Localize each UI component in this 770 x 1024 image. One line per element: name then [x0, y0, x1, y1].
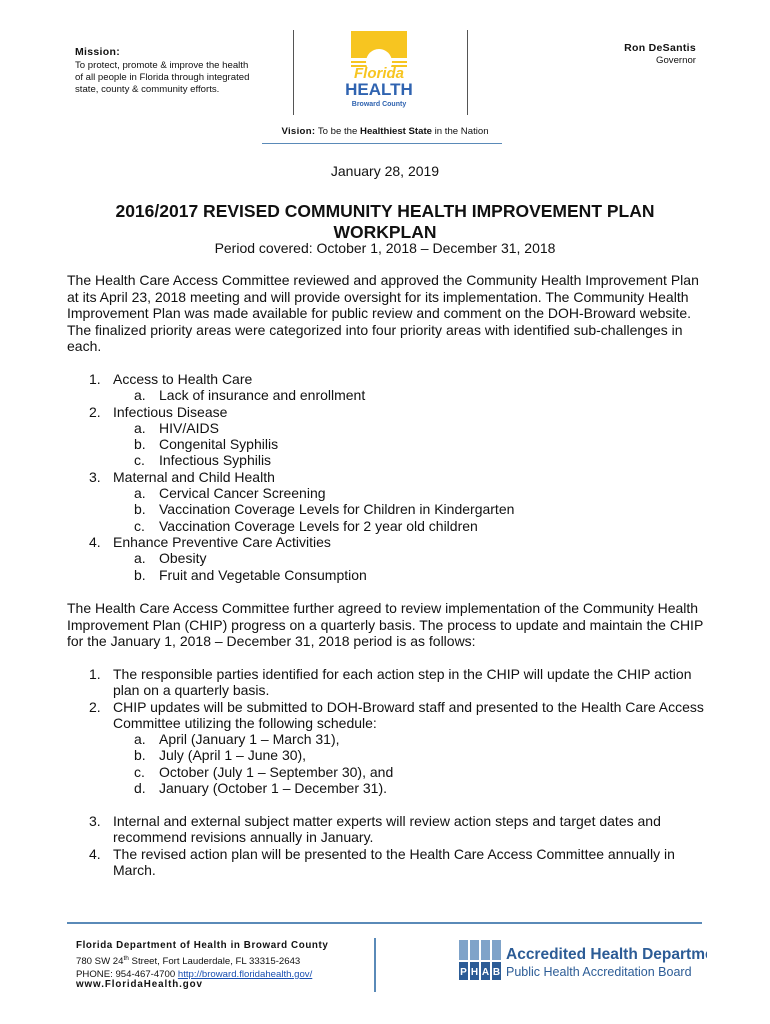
step-text: The responsible parties identified for each action step in the CHIP will update the CHIP action: [113, 666, 692, 682]
item-letter: c.: [134, 763, 145, 780]
document-title: [60, 201, 710, 243]
step-text: March.: [113, 861, 156, 878]
priority-item: [67, 469, 707, 485]
process-step-continued: [67, 862, 707, 878]
priority-item: [67, 404, 707, 420]
priority-item: [67, 534, 707, 550]
footer-url-link[interactable]: http://broward.floridahealth.gov/: [177, 968, 313, 980]
item-text: Infectious Syphilis: [159, 452, 272, 469]
phab-line-1: Accredited Health Department: [506, 946, 707, 963]
priority-item: [67, 371, 707, 387]
street-rest: Street, Fort Lauderdale, FL 33315-2643: [128, 956, 301, 968]
item-letter: a.: [134, 550, 146, 567]
process-step: [67, 699, 707, 715]
item-letter: a.: [134, 419, 146, 436]
vision-pre: To be the: [317, 126, 358, 137]
logo-county-text: Broward County: [351, 101, 407, 108]
step-text: plan on a quarterly basis.: [113, 682, 270, 699]
footer-divider: [374, 938, 376, 992]
item-letter: b.: [134, 747, 146, 764]
schedule-item: [67, 731, 707, 747]
item-text: Congenital Syphilis: [159, 436, 279, 453]
item-text: Maternal and Child Health: [113, 468, 275, 485]
process-step: [67, 813, 707, 829]
phab-letter-a: A: [481, 967, 490, 978]
item-text: HIV/AIDS: [159, 419, 219, 436]
sub-challenge-item: [67, 567, 707, 583]
item-number: 1.: [89, 371, 101, 387]
item-text: Lack of insurance and enrollment: [159, 387, 366, 404]
process-line: Improvement Plan (CHIP) progress on a quarterly basis. The process to update and maintain the CHIP: [67, 616, 704, 633]
process-steps-list: [67, 666, 707, 796]
item-text: April (January 1 – March 31),: [159, 731, 340, 748]
item-number: 2.: [89, 403, 101, 420]
process-paragraph: [67, 600, 707, 650]
footer-phone: PHONE: 954-467-4700: [76, 968, 176, 980]
item-text: Cervical Cancer Screening: [159, 485, 326, 502]
item-text: Fruit and Vegetable Consumption: [159, 566, 367, 583]
item-text: October (July 1 – September 30), and: [159, 763, 394, 780]
document-date: January 28, 2019: [330, 163, 440, 179]
schedule-item: [67, 780, 707, 796]
phab-letter-p: P: [460, 967, 467, 978]
process-step: [67, 846, 707, 862]
phab-letter-b: B: [492, 967, 501, 978]
step-number: 1.: [89, 666, 101, 682]
intro-line: each.: [67, 338, 102, 354]
item-text: Vaccination Coverage Levels for 2 year old children: [159, 517, 478, 534]
footer-website: www.FloridaHealth.gov: [76, 979, 203, 990]
step-text: Internal and external subject matter experts will review action steps and target dates and: [113, 813, 661, 829]
step-text: recommend revisions annually in January.: [113, 829, 374, 846]
sub-challenge-item: [67, 436, 707, 452]
item-text: January (October 1 – December 31).: [159, 780, 387, 797]
sub-challenge-item: [67, 452, 707, 468]
item-text: Enhance Preventive Care Activities: [113, 533, 331, 550]
item-letter: a.: [134, 731, 146, 748]
intro-line: Improvement Plan was made available for public review and comment on the DOH-Broward website.: [67, 305, 692, 321]
item-number: 3.: [89, 468, 101, 485]
street-number: 780 SW 24: [76, 956, 124, 968]
phab-letter-h: H: [470, 967, 479, 978]
florida-health-logo: [343, 28, 415, 114]
item-text: Obesity: [159, 550, 207, 567]
sub-challenge-item: [67, 501, 707, 517]
item-letter: b.: [134, 501, 146, 518]
intro-line: at its April 23, 2018 meeting and will provide oversight for its implementation. The Community Health: [67, 288, 689, 305]
item-letter: c.: [134, 452, 145, 469]
item-letter: a.: [134, 485, 146, 502]
logo-health-text: HEALTH: [345, 80, 413, 99]
governor-title: Governor: [656, 55, 696, 66]
intro-paragraph: [67, 272, 707, 355]
header-divider-right: [467, 30, 468, 115]
item-letter: a.: [134, 387, 146, 404]
header-divider-left: [293, 30, 294, 115]
footer-address: [76, 953, 312, 981]
governor-name: Ron DeSantis: [624, 42, 696, 54]
phab-accreditation-logo: [457, 938, 707, 982]
step-text: CHIP updates will be submitted to DOH-Broward staff and presented to the Health Care Access: [113, 698, 704, 715]
footer-rule: [67, 922, 702, 924]
phab-line-2: Public Health Accreditation Board: [506, 965, 692, 979]
item-text: Infectious Disease: [113, 403, 228, 420]
process-step-continued: [67, 682, 707, 698]
phab-logo-graphic: [457, 938, 707, 982]
item-letter: c.: [134, 517, 145, 534]
intro-line: The Health Care Access Committee reviewed and approved the Community Health Improvement Plan: [67, 272, 699, 288]
process-step-continued: [67, 715, 707, 731]
footer-street: [76, 953, 312, 969]
priority-areas-list: [67, 371, 707, 583]
title-line-1: 2016/2017 REVISED COMMUNITY HEALTH IMPROVEMENT PLAN: [115, 201, 655, 221]
process-line: The Health Care Access Committee further agreed to review implementation of the Community Health: [67, 600, 699, 616]
header-rule: [262, 143, 502, 144]
intro-line: The finalized priority areas were categorized into four priority areas with identified sub-challenges in: [67, 321, 683, 338]
step-number: 2.: [89, 698, 101, 715]
street-suffix: th: [123, 955, 129, 962]
sub-challenge-item: [67, 550, 707, 566]
process-step: [67, 666, 707, 682]
process-line: for the January 1, 2018 – December 31, 2018 period is as follows:: [67, 633, 476, 649]
logo-florida-text: Florida: [353, 65, 405, 82]
mission-label: Mission:: [75, 46, 120, 58]
title-line-2: WORKPLAN: [333, 222, 437, 242]
item-text: Access to Health Care: [113, 371, 253, 387]
process-step-continued: [67, 829, 707, 845]
period-covered: Period covered: October 1, 2018 – December 31, 2018: [214, 240, 556, 256]
item-letter: b.: [134, 436, 146, 453]
item-text: July (April 1 – June 30),: [159, 747, 307, 764]
sub-challenge-item: [67, 485, 707, 501]
process-steps-list-continued: [67, 813, 707, 878]
vision-statement: [0, 126, 770, 137]
florida-health-logo-graphic: [343, 28, 415, 114]
item-letter: d.: [134, 780, 146, 797]
item-letter: b.: [134, 566, 146, 583]
vision-label: Vision:: [281, 126, 316, 137]
step-number: 4.: [89, 845, 101, 862]
item-text: Vaccination Coverage Levels for Children in Kindergarten: [159, 501, 515, 518]
schedule-item: [67, 764, 707, 780]
step-number: 3.: [89, 813, 101, 829]
sub-challenge-item: [67, 420, 707, 436]
sub-challenge-item: [67, 518, 707, 534]
footer-org-name: Florida Department of Health in Broward County: [76, 940, 329, 951]
vision-post: in the Nation: [434, 126, 489, 137]
step-text: The revised action plan will be presented to the Health Care Access Committee annually in: [113, 845, 675, 862]
item-number: 4.: [89, 533, 101, 550]
step-text: Committee utilizing the following schedule:: [113, 714, 377, 731]
sub-challenge-item: [67, 387, 707, 403]
vision-strong: Healthiest State: [360, 126, 432, 137]
mission-text: To protect, promote & improve the health of all people in Florida through integrated state, county & community efforts.: [75, 60, 250, 96]
schedule-item: [67, 747, 707, 763]
